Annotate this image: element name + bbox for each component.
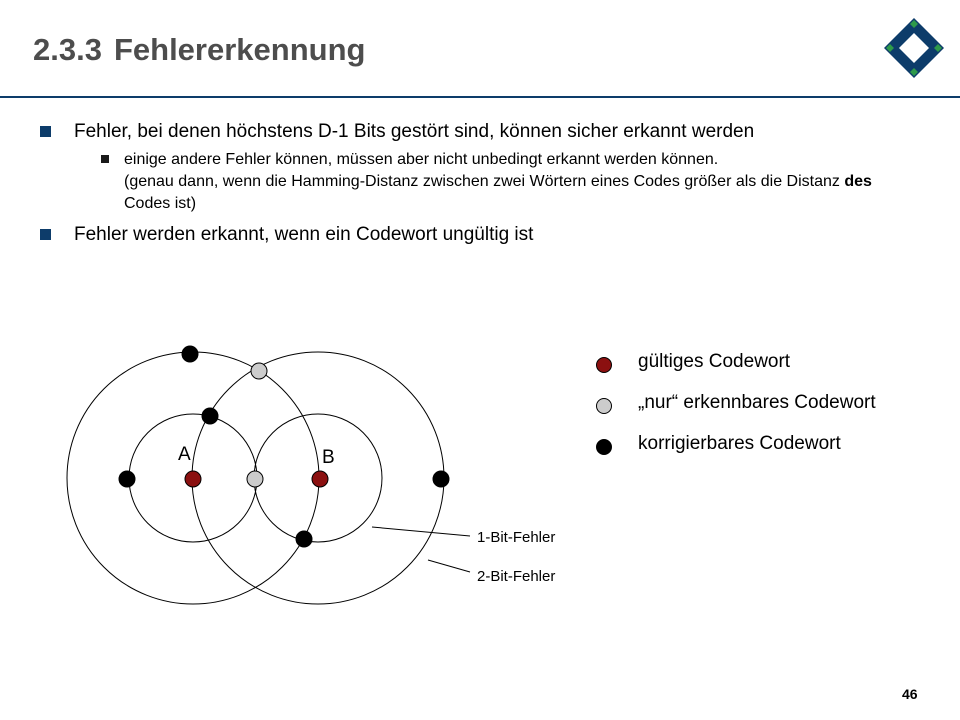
correctable-codeword-dot	[202, 408, 218, 424]
codeword-label-b: B	[322, 447, 335, 468]
legend-label: korrigierbares Codewort	[638, 433, 841, 454]
sub-bullet-text-3: Codes ist)	[124, 195, 197, 212]
legend-label: „nur“ erkennbares Codewort	[638, 392, 876, 413]
correctable-codeword-dot	[296, 531, 312, 547]
correctable-codeword-dot	[119, 471, 135, 487]
correctable-codeword-icon	[596, 439, 612, 455]
correctable-codeword-dot	[433, 471, 449, 487]
correctable-codeword-dot	[182, 346, 198, 362]
bullet-text: Fehler, bei denen höchstens D-1 Bits gestört sind, können sicher erkannt werden	[74, 121, 755, 142]
codeword-label-a: A	[178, 444, 191, 465]
pointer-line-1bit	[372, 527, 470, 536]
section-number: 2.3.3	[33, 32, 102, 67]
bullet-text: Fehler werden erkannt, wenn ein Codewort ungültig ist	[74, 224, 534, 245]
label-2bit-error: 2-Bit-Fehler	[477, 568, 556, 585]
detectable-codeword-icon	[596, 398, 612, 414]
pointer-line-2bit	[428, 560, 470, 572]
valid-codeword-icon	[596, 357, 612, 373]
valid-codeword-dot-b	[312, 471, 328, 487]
legend-label: gültiges Codewort	[638, 351, 791, 372]
sub-bullet-text-1: einige andere Fehler können, müssen aber nicht unbedingt erkannt werden können.	[124, 151, 719, 168]
sub-bullet-bold-word: des	[844, 173, 872, 190]
detectable-codeword-dot	[251, 363, 267, 379]
title-text: Fehlererkennung	[113, 32, 366, 67]
label-1bit-error: 1-Bit-Fehler	[477, 529, 556, 546]
detectable-codeword-dot	[247, 471, 263, 487]
valid-codeword-dot-a	[185, 471, 201, 487]
page-number: 46	[902, 686, 918, 702]
sub-bullet-text-2: (genau dann, wenn die Hamming-Distanz zwischen zwei Wörtern eines Codes größer als die Distanz	[124, 173, 845, 190]
